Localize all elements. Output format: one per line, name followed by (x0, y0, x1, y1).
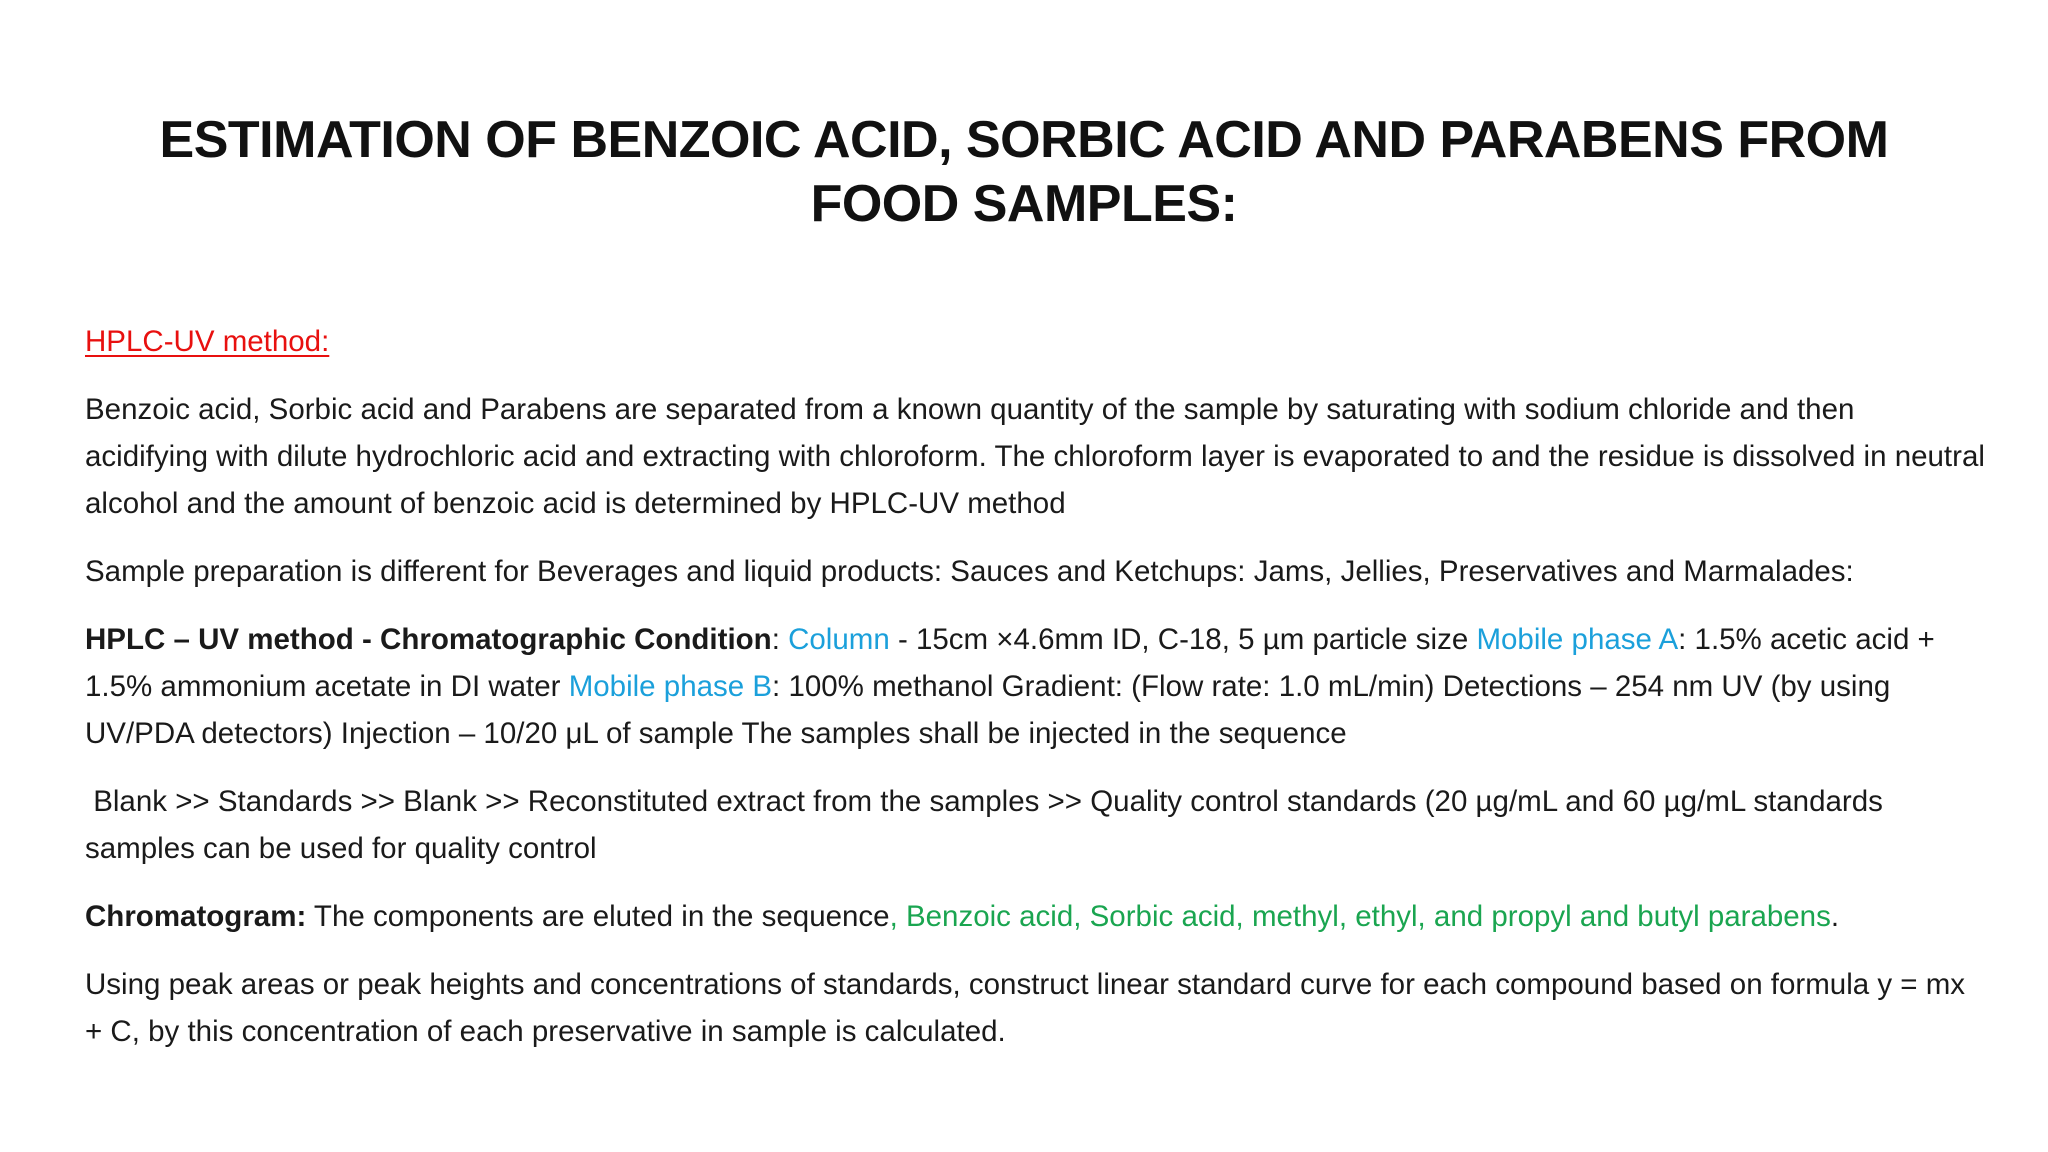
paragraph-chromatographic-condition (85, 616, 1985, 757)
paragraph-injection-sequence: Blank >> Standards >> Blank >> Reconstituted extract from the samples >> Quality control standards (20 µg/mL and 60 µg/mL standards samples can be used for quality control (85, 785, 1892, 865)
subheading (85, 318, 1985, 365)
slide-title: ESTIMATION OF BENZOIC ACID, SORBIC ACID AND PARABENS FROM FOOD SAMPLES: (159, 111, 1889, 233)
subheading-text: HPLC-UV method: (85, 325, 330, 358)
mobile-phase-b-label: Mobile phase B (568, 670, 773, 703)
column-label: Column (788, 623, 890, 656)
mobile-phase-a-label: Mobile phase A (1476, 623, 1679, 656)
chromatogram-end: . (1830, 900, 1840, 933)
slide-body (85, 318, 1985, 1076)
paragraph-standard-curve: Using peak areas or peak heights and concentrations of standards, construct linear standard curve for each compound based on formula y = mx + C, by this concentration of each preservative in sample is calculated. (85, 968, 1966, 1048)
mobile-phase-b-text: : 100% methanol Gradient: (Flow rate: 1.0 mL/min) Detections – 254 nm UV (by using UV/PDA detectors) Injection – 10/20 μL of sample The samples shall be injected in the sequence (85, 670, 1891, 750)
condition-separator: : (771, 623, 789, 656)
column-text: - 15cm ×4.6mm ID, C-18, 5 µm particle size (889, 623, 1477, 656)
elution-sequence-highlight: , Benzoic acid, Sorbic acid, methyl, ethyl, and propyl and butyl parabens (889, 900, 1831, 933)
paragraph-method-summary: Benzoic acid, Sorbic acid and Parabens are separated from a known quantity of the sample by saturating with sodium chloride and then acidifying with dilute hydrochloric acid and extracting with chloroform. The chloroform layer is evaporated to and the residue is dissolved in neutral alcohol and the amount of benzoic acid is determined by HPLC-UV method (85, 393, 1985, 520)
chromatogram-lead: Chromatogram: (85, 900, 307, 933)
chromatogram-text: The components are eluted in the sequence (306, 900, 890, 933)
paragraph-sample-preparation: Sample preparation is different for Beverages and liquid products: Sauces and Ketchups: Jams, Jellies, Preservatives and Marmalades: (85, 555, 1854, 588)
condition-lead: HPLC – UV method - Chromatographic Condition (85, 623, 772, 656)
mobile-phase-a-text: : 1.5% acetic acid + 1.5% ammonium acetate in DI water (85, 623, 1935, 703)
paragraph-chromatogram (85, 893, 1985, 940)
